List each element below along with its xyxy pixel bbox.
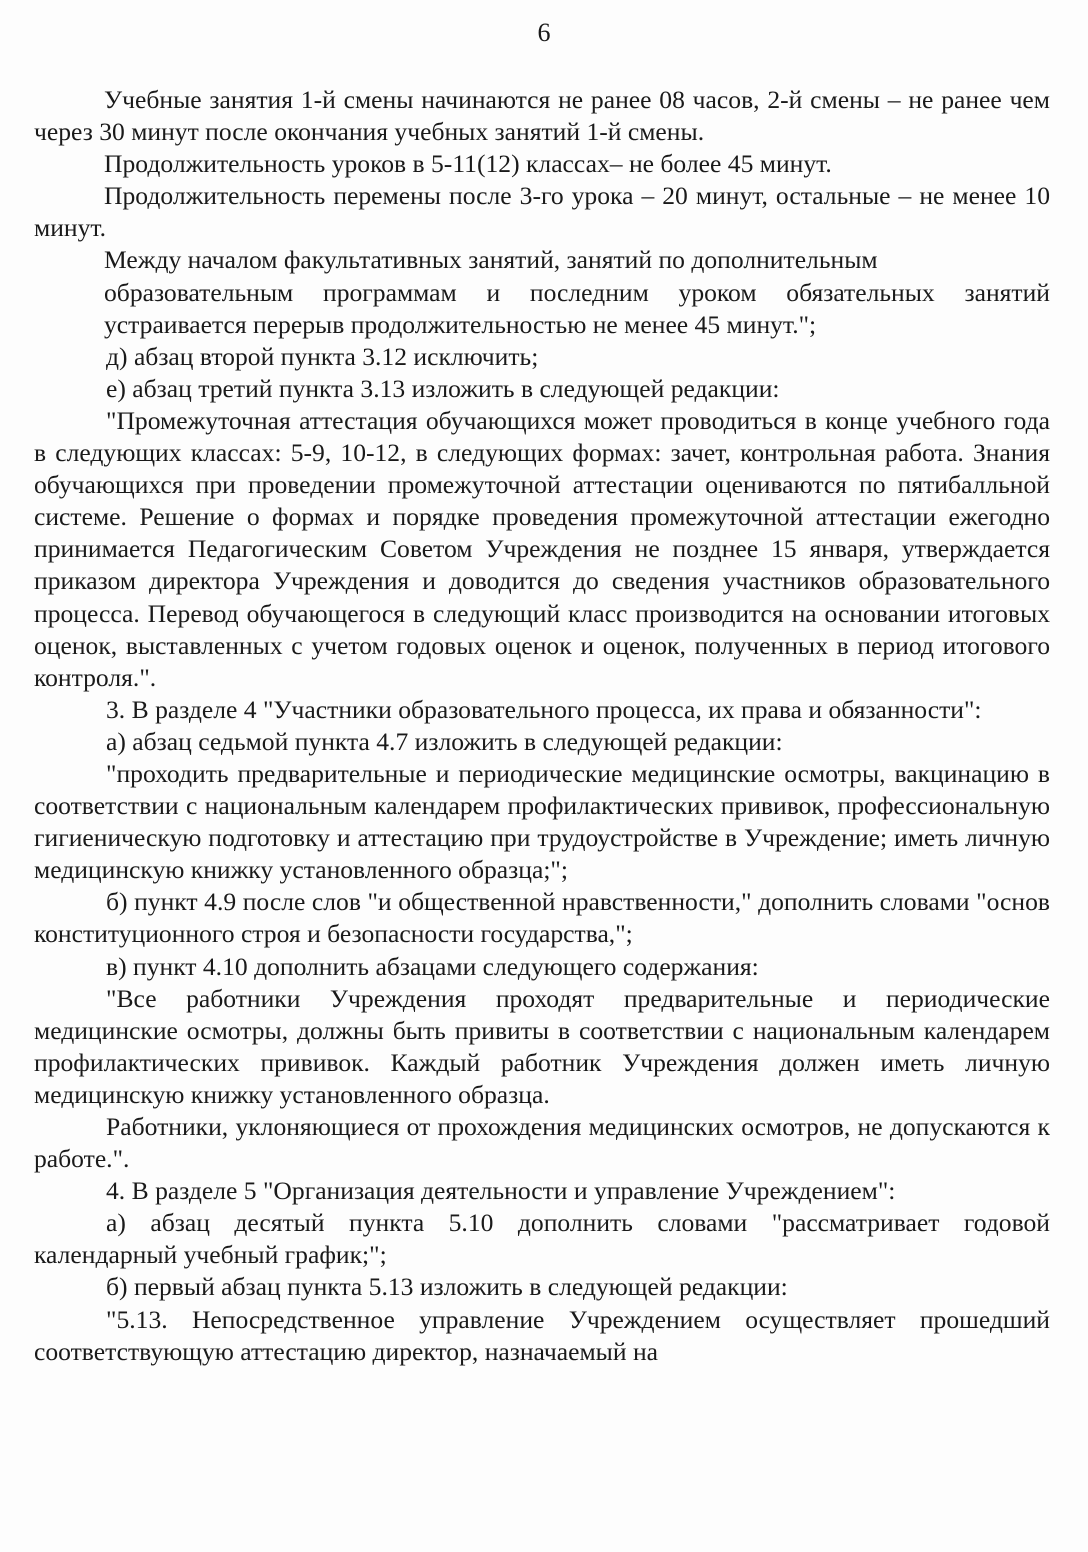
paragraph-item-b-4-9: б) пункт 4.9 после слов "и общественной нравственности," дополнить словами "основ конституционного строя и безопасности государства,"; — [34, 887, 1050, 949]
paragraph-break-duration: Продолжительность перемены после 3-го урока – 20 минут, остальные – не менее 10 минут. — [34, 181, 1050, 243]
paragraph-item-d: д) абзац второй пункта 3.12 исключить; — [106, 341, 539, 371]
paragraph-item-e: е) абзац третий пункта 3.13 изложить в следующей редакции: — [106, 373, 780, 403]
paragraph-section-5: 4. В разделе 5 "Организация деятельности и управление Учреждением": — [106, 1176, 896, 1206]
paragraph-item-v-4-10: в) пункт 4.10 дополнить абзацами следующего содержания: — [106, 951, 759, 981]
paragraph-lessons-start: Учебные занятия 1-й смены начинаются не ранее 08 часов, 2-й смены – не ранее чем через 30 минут после окончания учебных занятий 1-й смены. — [34, 85, 1050, 147]
paragraph-item-a-5-10: а) абзац десятый пункта 5.10 дополнить словами "рассматривает годовой календарный учебный график;"; — [34, 1208, 1050, 1270]
paragraph-medical-exams: "проходить предварительные и периодические медицинские осмотры, вакцинацию в соответствии с национальным календарем профилактических прививок, профессиональную гигиеническую подготовку и аттестацию при трудоустройстве в Учреждение; иметь личную медицинскую книжку установленного образца;"; — [34, 758, 1050, 885]
paragraph-lesson-duration: Продолжительность уроков в 5-11(12) классах– не более 45 минут. — [104, 149, 832, 179]
paragraph-item-b-5-13: б) первый абзац пункта 5.13 изложить в следующей редакции: — [106, 1272, 788, 1302]
page-number: 6 — [537, 18, 551, 47]
paragraph-interim-assessment: "Промежуточная аттестация обучающихся может проводиться в конце учебного года в следующих классах: 5-9, 10-12, в следующих формах: зачет, контрольная работа. Знания обучающихся при проведении промежуточной аттестации оцениваются по пятибалльной системе. Решение о формах и порядке проведения промежуточной аттестации ежегодно принимается Педагогическим Советом Учреждения не позднее 15 января, утверждается приказом директора Учреждения и доводится до сведения участников образовательного процесса. Перевод обучающегося в следующий класс производится на основании итоговых оценок, выставленных с учетом годовых оценок и оценок, полученных в период итогового контроля.". — [34, 405, 1050, 692]
paragraph-electives-break: образовательным программам и последним уроком обязательных занятий устраивается перерыв продолжительностью не менее 45 минут."; — [104, 277, 1050, 339]
paragraph-electives-start: Между началом факультативных занятий, занятий по дополнительным — [104, 245, 878, 275]
paragraph-section-4: 3. В разделе 4 "Участники образовательного процесса, их права и обязанности": — [106, 694, 982, 724]
document-body — [34, 84, 1050, 1368]
paragraph-employees-exams: "Все работники Учреждения проходят предварительные и периодические медицинские осмотры, должны быть привиты в соответствии с национальным календарем профилактических прививок. Каждый работник Учреждения должен иметь личную медицинскую книжку установленного образца. — [34, 983, 1050, 1109]
paragraph-5-13-management: "5.13. Непосредственное управление Учреждением осуществляет прошедший соответствующую аттестацию директор, назначаемый на — [34, 1304, 1050, 1366]
paragraph-item-a-4-7: а) абзац седьмой пункта 4.7 изложить в следующей редакции: — [106, 726, 783, 756]
paragraph-employees-admission: Работники, уклоняющиеся от прохождения медицинских осмотров, не допускаются к работе.". — [34, 1112, 1050, 1174]
